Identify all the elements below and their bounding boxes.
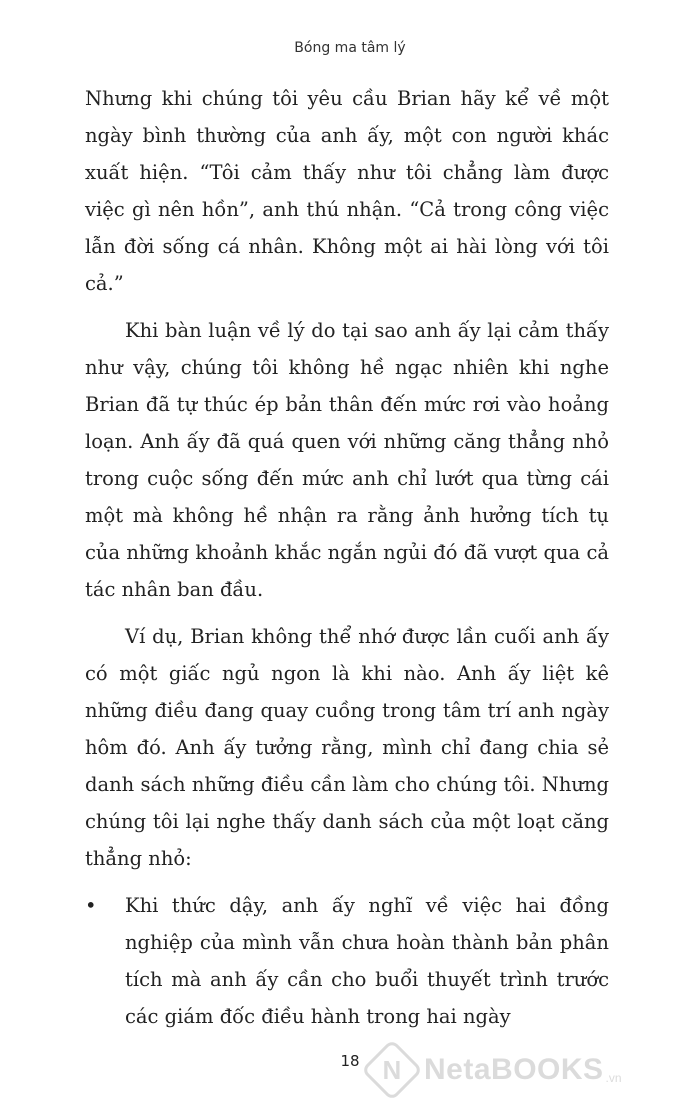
page-number: 18 (340, 1052, 360, 1070)
bullet-text: Khi thức dậy, anh ấy nghĩ về việc hai đồng nghiệp của mình vẫn chưa hoàn thành bản phân tích mà anh ấy cần cho buổi thuyết trình trước các giám đốc điều hành trong hai ngày (125, 894, 609, 1028)
text-body (85, 80, 609, 1035)
bullet-icon: • (85, 894, 97, 917)
paragraph-2: Khi bàn luận về lý do tại sao anh ấy lại cảm thấy như vậy, chúng tôi không hề ngạc nhiên khi nghe Brian đã tự thúc ép bản thân đến mức rơi vào hoảng loạn. Anh ấy đã quá quen với những căng thẳng nhỏ trong cuộc sống đến mức anh chỉ lướt qua từng cái một mà không hề nhận ra rằng ảnh hưởng tích tụ của những khoảnh khắc ngắn ngủi đó đã vượt qua cả tác nhân ban đầu. (85, 319, 609, 601)
bullet-item (85, 887, 609, 1035)
paragraph-3: Ví dụ, Brian không thể nhớ được lần cuối anh ấy có một giấc ngủ ngon là khi nào. Anh ấy liệt kê những điều đang quay cuồng trong tâm trí anh ngày hôm đó. Anh ấy tưởng rằng, mình chỉ đang chia sẻ danh sách những điều cần làm cho chúng tôi. Nhưng chúng tôi lại nghe thấy danh sách của một loạt căng thẳng nhỏ: (85, 625, 609, 870)
paragraph-1: Nhưng khi chúng tôi yêu cầu Brian hãy kể về một ngày bình thường của anh ấy, một con người khác xuất hiện. “Tôi cảm thấy như tôi chẳng làm được việc gì nên hồn”, anh thú nhận. “Cả trong công việc lẫn đời sống cá nhân. Không một ai hài lòng với tôi cả.” (85, 87, 609, 295)
watermark-suffix: .vn (605, 1071, 622, 1085)
bullet-list (85, 887, 609, 1035)
running-header: Bóng ma tâm lý (294, 40, 406, 56)
watermark (370, 1045, 690, 1095)
netabooks-logo-icon (361, 1039, 423, 1101)
watermark-brand: NetaBOOKS (424, 1053, 604, 1086)
watermark-logo-letter: N (382, 1054, 402, 1085)
